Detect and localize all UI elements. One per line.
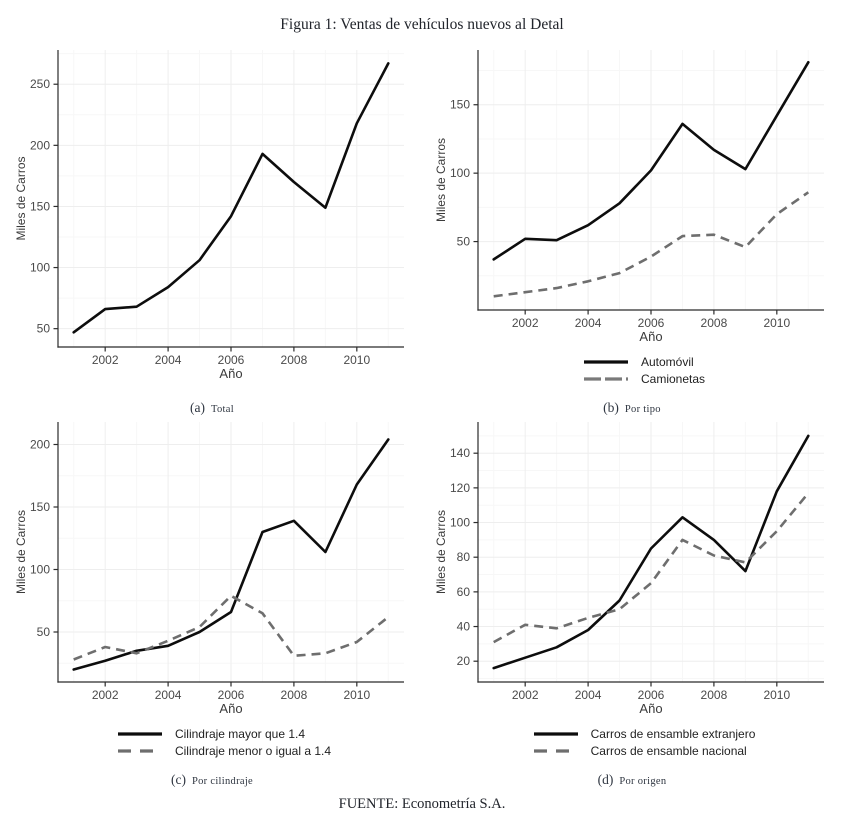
caption-c-tag: (c) (170, 772, 186, 787)
legend-label: Carros de ensamble nacional (590, 744, 747, 758)
solid-line-key-icon (117, 730, 163, 738)
legend-item-nacional (533, 743, 756, 759)
legend-item-extranjero (533, 726, 756, 742)
line-chart-por-cilindraje (12, 416, 412, 724)
svg-text:Año: Año (219, 701, 243, 716)
svg-text:150: 150 (449, 97, 470, 112)
caption-b (603, 400, 661, 416)
svg-text:2008: 2008 (700, 688, 728, 702)
line-chart-por-origen (432, 416, 832, 724)
legend-label: Cilindraje menor o igual a 1.4 (174, 744, 332, 758)
caption-b-tag: (b) (603, 400, 619, 415)
charts-grid (12, 44, 832, 788)
panel-por-tipo (432, 44, 832, 416)
caption-c (171, 772, 253, 788)
line-chart-total (12, 44, 412, 389)
svg-text:2006: 2006 (217, 688, 245, 702)
svg-text:2002: 2002 (91, 688, 119, 702)
svg-text:2010: 2010 (763, 688, 791, 702)
svg-text:2008: 2008 (280, 688, 308, 702)
dashed-line-key-icon (117, 747, 163, 755)
legend-item-camionetas (583, 371, 705, 387)
svg-text:50: 50 (36, 321, 50, 336)
dashed-line-key-icon (533, 747, 579, 755)
svg-text:150: 150 (29, 500, 50, 514)
caption-c-label: Por cilindraje (191, 776, 254, 787)
caption-b-label: Por tipo (624, 404, 661, 415)
figure-source: FUENTE: Econometría S.A. (338, 796, 506, 812)
legend-por-cilindraje (117, 726, 331, 759)
svg-text:50: 50 (456, 234, 470, 249)
legend-item-menor (117, 743, 331, 759)
svg-text:2010: 2010 (343, 353, 371, 367)
svg-text:100: 100 (29, 260, 50, 275)
caption-d-label: Por origen (619, 776, 667, 787)
svg-text:Miles de Carros: Miles de Carros (14, 156, 28, 241)
legend-label: Camionetas (640, 372, 706, 386)
svg-text:2006: 2006 (217, 353, 245, 367)
svg-text:2006: 2006 (637, 316, 665, 330)
panel-por-cilindraje (12, 416, 412, 788)
caption-d-tag: (d) (597, 772, 614, 787)
caption-a-tag: (a) (190, 400, 206, 415)
svg-text:2004: 2004 (154, 353, 182, 367)
svg-text:2008: 2008 (700, 316, 728, 330)
svg-text:2004: 2004 (154, 688, 182, 702)
svg-text:150: 150 (29, 199, 50, 214)
panel-total (12, 44, 412, 416)
svg-text:2002: 2002 (91, 353, 119, 367)
svg-text:Año: Año (219, 366, 243, 381)
svg-text:Año: Año (639, 701, 663, 716)
svg-text:2002: 2002 (511, 688, 539, 702)
svg-text:100: 100 (29, 562, 50, 577)
caption-a-label: Total (211, 404, 234, 415)
svg-text:2010: 2010 (763, 316, 791, 330)
svg-text:2004: 2004 (574, 316, 602, 330)
svg-text:Miles de Carros: Miles de Carros (434, 509, 448, 595)
svg-text:2010: 2010 (343, 688, 371, 702)
legend-label: Carros de ensamble extranjero (590, 727, 756, 741)
svg-text:120: 120 (449, 480, 470, 495)
svg-text:20: 20 (456, 654, 470, 669)
legend-label: Cilindraje mayor que 1.4 (174, 727, 306, 741)
svg-text:60: 60 (456, 584, 470, 599)
svg-text:80: 80 (456, 550, 470, 565)
legend-label: Automóvil (640, 355, 694, 369)
svg-text:Año: Año (639, 329, 663, 344)
dashed-line-key-icon (583, 375, 629, 383)
line-chart-por-tipo (432, 44, 832, 352)
svg-text:200: 200 (29, 138, 50, 153)
svg-text:Miles de Carros: Miles de Carros (434, 137, 448, 223)
legend-por-tipo (583, 354, 705, 387)
svg-text:200: 200 (29, 437, 50, 452)
svg-text:40: 40 (456, 619, 470, 634)
svg-text:2004: 2004 (574, 688, 602, 702)
figure-page (12, 0, 832, 813)
svg-text:2008: 2008 (280, 353, 308, 367)
svg-text:Miles de Carros: Miles de Carros (14, 509, 28, 595)
svg-text:2006: 2006 (637, 688, 665, 702)
panel-por-origen (432, 416, 832, 788)
legend-item-mayor (117, 726, 331, 742)
svg-text:2002: 2002 (511, 316, 539, 330)
legend-por-origen (533, 726, 756, 759)
svg-text:250: 250 (29, 77, 50, 92)
svg-text:50: 50 (36, 625, 50, 639)
solid-line-key-icon (583, 358, 629, 366)
svg-text:100: 100 (449, 166, 470, 181)
caption-a (190, 400, 234, 416)
caption-d (598, 772, 667, 788)
svg-text:100: 100 (449, 515, 470, 530)
solid-line-key-icon (533, 730, 579, 738)
svg-text:140: 140 (449, 446, 470, 461)
figure-title: Figura 1: Ventas de vehículos nuevos al Detal (280, 16, 564, 33)
legend-item-automovil (583, 354, 705, 370)
